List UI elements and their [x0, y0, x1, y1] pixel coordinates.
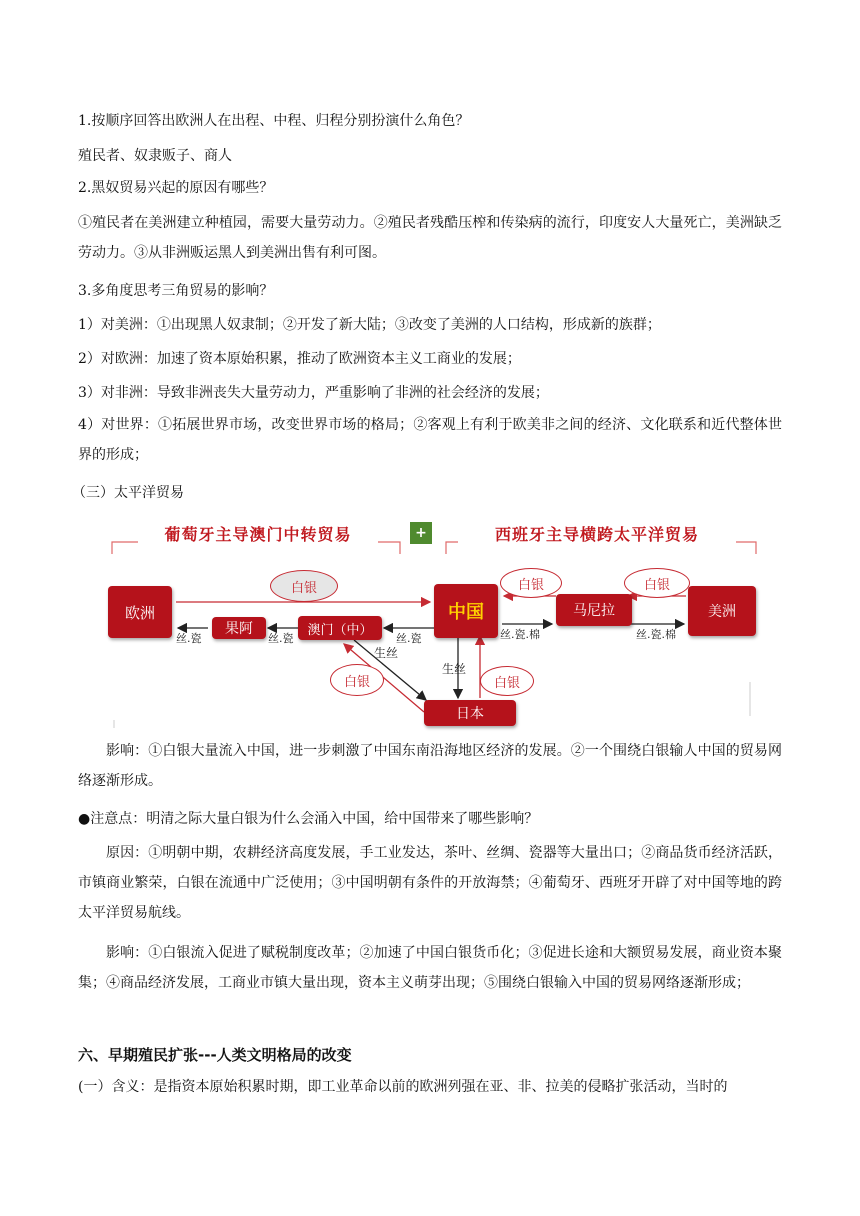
goods-label-3: 丝.瓷 — [396, 632, 422, 645]
silver-label-manila: 白银 — [500, 568, 562, 598]
silver-label-japan-macau: 白银 — [330, 664, 384, 696]
question-2: 2.黑奴贸易兴起的原因有哪些？ — [78, 180, 274, 196]
section-6-definition: (一）含义：是指资本原始积累时期，即工业革命以前的欧洲列强在亚、非、拉美的侵略扩张活动，当时的 — [78, 1079, 728, 1095]
impact-europe: 2）对欧洲：加速了资本原始积累，推动了欧洲资本主义工商业的发展； — [78, 351, 521, 367]
banner-spain: 西班牙主导横跨太平洋贸易 — [458, 518, 736, 548]
node-america: 美洲 — [688, 586, 756, 636]
question-1: 1.按顺序回答出欧洲人在出程、中程、归程分别扮演什么角色？ — [78, 113, 470, 129]
impact-world: 4）对世界：①拓展世界市场，改变世界市场的格局；②客观上有利于欧美非之间的经济、文化联系和近代整体世界的形成； — [78, 417, 782, 463]
silver-label-america: 白银 — [624, 568, 690, 598]
goods-label-5: 丝.瓷.棉 — [636, 628, 676, 641]
silver-label-europe: 白银 — [270, 570, 338, 602]
node-japan: 日本 — [424, 700, 516, 726]
node-china: 中国 — [434, 584, 498, 638]
node-goa: 果阿 — [212, 617, 266, 639]
node-macau: 澳门（中） — [298, 616, 382, 640]
plus-icon: + — [410, 522, 432, 544]
section-6-title: 六、早期殖民扩张---人类文明格局的改变 — [78, 1046, 352, 1064]
answer-2: ①殖民者在美洲建立种植园，需要大量劳动力。②殖民者残酷压榨和传染病的流行，印度安人大量死亡，美洲缺乏劳动力。③从非洲贩运黑人到美洲出售有利可图。 — [78, 215, 782, 261]
silver-label-japan-china: 白银 — [480, 666, 534, 696]
impact-america: 1）对美洲：①出现黑人奴隶制；②开发了新大陆；③改变了美洲的人口结构，形成新的族群； — [78, 317, 661, 333]
pacific-trade-diagram — [108, 516, 760, 728]
note-impact: 影响：①白银流入促进了赋税制度改革；②加速了中国白银货币化；③促进长途和大额贸易发展，商业资本聚集；④商品经济发展，工商业市镇大量出现，资本主义萌芽出现；⑤围绕白银输入中国的贸易网络逐渐形成； — [78, 945, 782, 991]
node-europe: 欧洲 — [108, 586, 172, 638]
section-pacific-trade-title: （三）太平洋贸易 — [72, 485, 184, 501]
goods-label-1: 丝.瓷 — [176, 632, 202, 645]
impact-africa: 3）对非洲：导致非洲丧失大量劳动力，严重影响了非洲的社会经济的发展； — [78, 385, 549, 401]
goods-label-4: 丝.瓷.棉 — [500, 628, 540, 641]
node-manila: 马尼拉 — [556, 594, 632, 626]
raw-silk-label-china: 生丝 — [442, 662, 467, 676]
answer-1: 殖民者、奴隶贩子、商人 — [78, 148, 232, 164]
goods-label-2: 丝.瓷 — [268, 632, 294, 645]
note-reason: 原因：①明朝中期，农耕经济高度发展，手工业发达，茶叶、丝绸、瓷器等大量出口；②商品货币经济活跃，市镇商业繁荣，白银在流通中广泛使用；③中国明朝有条件的开放海禁；④葡萄牙、西班牙开辟了对中国等地的跨太平洋贸易航线。 — [78, 845, 782, 921]
banner-portugal: 葡萄牙主导澳门中转贸易 — [138, 518, 378, 548]
question-3: 3.多角度思考三角贸易的影响？ — [78, 283, 274, 299]
raw-silk-label-macau: 生丝 — [374, 646, 399, 660]
note-title: ●注意点：明清之际大量白银为什么会涌入中国，给中国带来了哪些影响？ — [78, 811, 539, 827]
pacific-trade-impact: 影响：①白银大量流入中国，进一步刺激了中国东南沿海地区经济的发展。②一个围绕白银输人中国的贸易网络逐渐形成。 — [78, 743, 782, 789]
